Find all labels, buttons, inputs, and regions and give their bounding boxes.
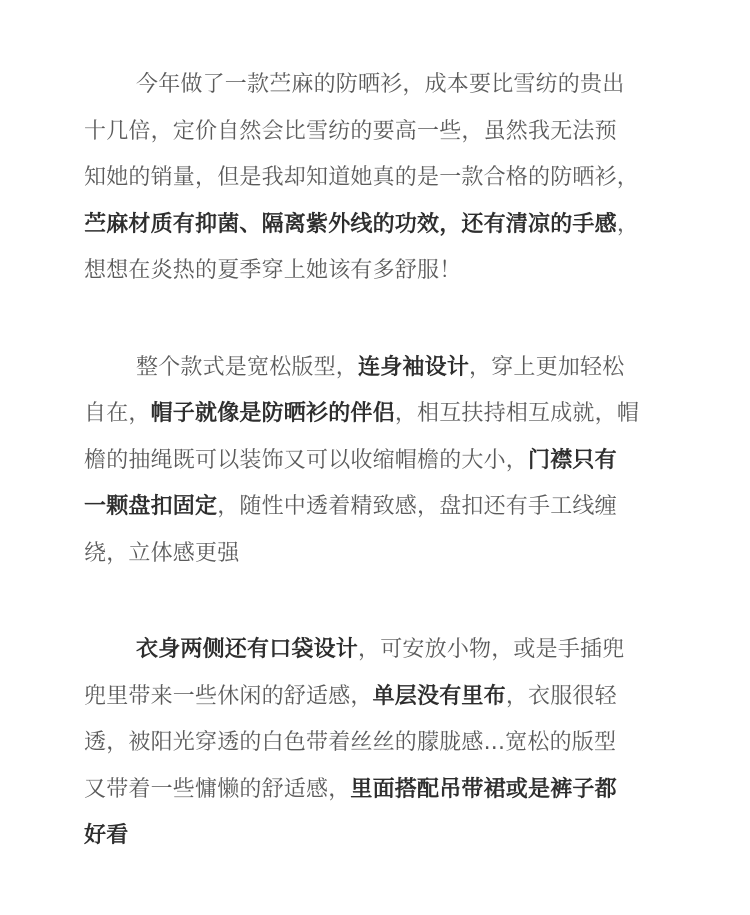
text-line <box>84 391 684 438</box>
bold-text: 单层没有里布 <box>372 683 506 709</box>
body-text: 自在， <box>84 401 151 426</box>
bold-text: 门襟只有 <box>528 447 617 473</box>
text-line <box>84 109 684 156</box>
body-text: ，穿上更加轻松 <box>469 354 625 380</box>
body-text: ， <box>616 211 640 237</box>
text-line <box>84 438 684 485</box>
text-line <box>84 767 684 814</box>
bold-text: 一颗盘扣固定 <box>84 494 218 519</box>
body-text: 想想在炎热的夏季穿上她该有多舒服！ <box>84 258 462 283</box>
paragraph <box>84 62 684 295</box>
body-text: ，可安放小物，或是手插兜 <box>358 637 625 662</box>
body-text: ，随性中透着精致感，盘扣还有手工线缠 <box>217 494 617 519</box>
body-text: 兜里带来一些休闲的舒适感， <box>84 683 373 709</box>
bold-text: 苎麻材质有抑菌、隔离紫外线的功效，还有清凉的手感 <box>84 211 617 237</box>
text-line <box>84 62 684 109</box>
body-text: 知她的销量，但是我却知道她真的是一款合格的防晒衫， <box>84 165 640 190</box>
body-text: 绕，立体感更强 <box>84 540 240 566</box>
bold-text: 里面搭配吊带裙或是裤子都 <box>350 776 617 802</box>
bold-text: 连身袖设计 <box>358 354 470 380</box>
text-line <box>84 813 684 860</box>
text-line <box>84 155 684 202</box>
text-line <box>84 627 684 674</box>
text-line <box>84 674 684 721</box>
text-line <box>84 345 684 392</box>
body-text: 十几倍，定价自然会比雪纺的要高一些，虽然我无法预 <box>84 118 617 144</box>
article-body <box>84 62 684 910</box>
body-text: 今年做了一款苎麻的防晒衫，成本要比雪纺的贵出 <box>136 72 625 97</box>
bold-text: 帽子就像是防晒衫的伴侣 <box>150 401 395 426</box>
paragraph <box>84 345 684 578</box>
text-line <box>84 248 684 295</box>
text-line <box>84 484 684 531</box>
body-text: ，衣服很轻 <box>505 683 617 709</box>
body-text: 透，被阳光穿透的白色带着丝丝的朦胧感...宽松的版型 <box>84 730 617 755</box>
body-text: ，相互扶持相互成就，帽 <box>394 401 640 426</box>
text-line <box>84 531 684 578</box>
bold-text: 衣身两侧还有口袋设计 <box>136 637 359 662</box>
body-text: 檐的抽绳既可以装饰又可以收缩帽檐的大小， <box>84 447 529 473</box>
text-line <box>84 720 684 767</box>
text-line <box>84 202 684 249</box>
body-text: 又带着一些慵懒的舒适感， <box>84 776 351 802</box>
body-text: 整个款式是宽松版型， <box>136 354 359 380</box>
paragraph <box>84 627 684 860</box>
bold-text: 好看 <box>84 823 129 848</box>
